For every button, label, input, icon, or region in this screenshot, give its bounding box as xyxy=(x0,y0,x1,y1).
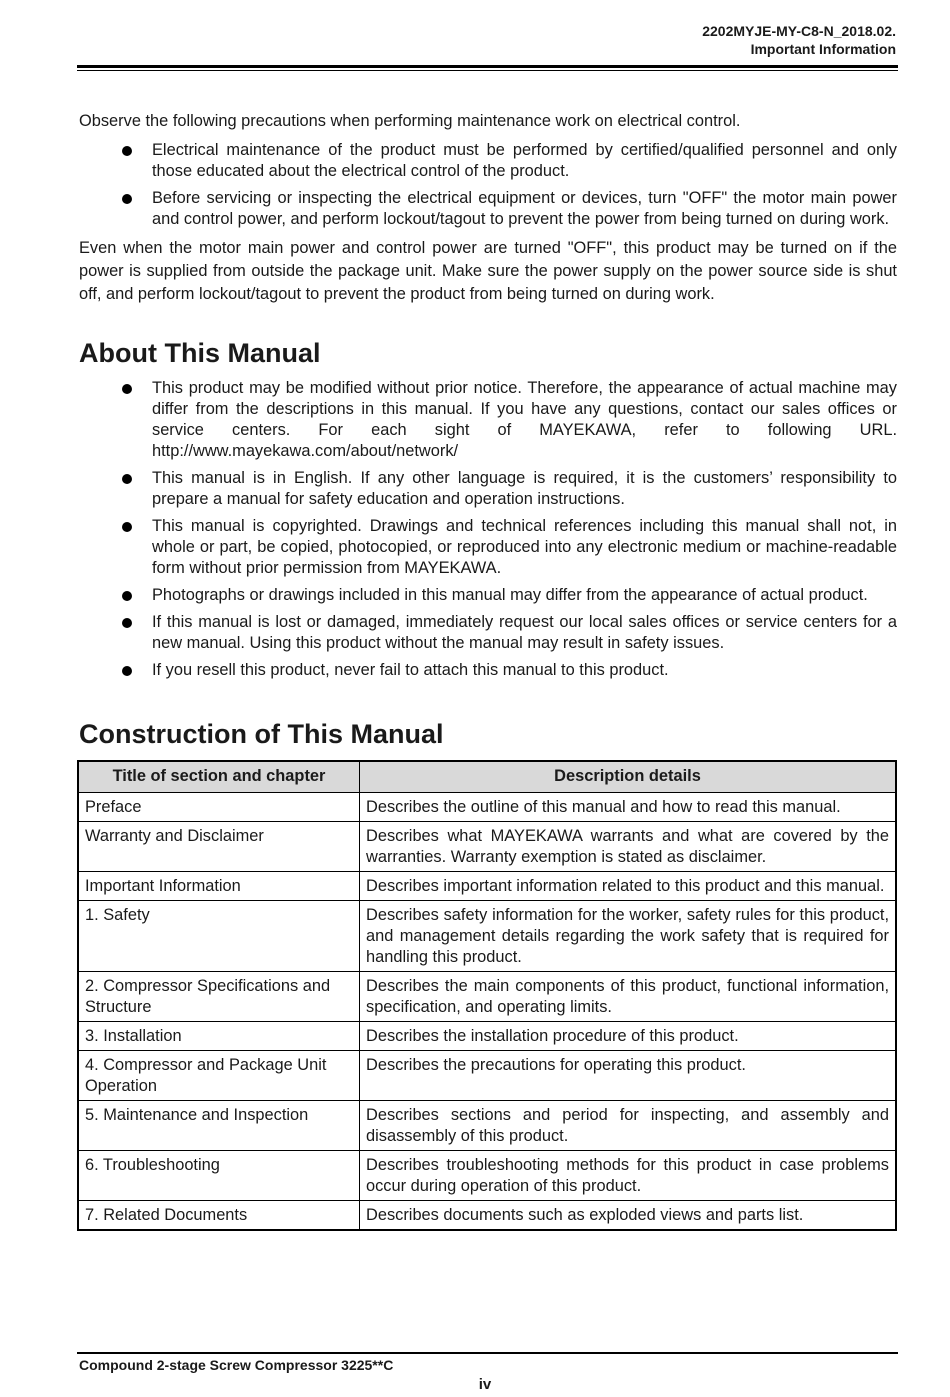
table-row xyxy=(78,1201,896,1231)
table-cell: Important Information xyxy=(78,872,360,901)
bullet-icon xyxy=(122,384,132,394)
bullet-icon xyxy=(122,194,132,204)
intro-closing: Even when the motor main power and control power are turned "OFF", this product may be turned on if the power is supplied from outside the package unit. Make sure the power supply on the power source side is shut off, and perform lockout/tagout to prevent the product from being turned on during work. xyxy=(79,239,897,303)
list-item: This manual is copyrighted. Drawings and technical references including this manual shall not, in whole or part, be copied, photocopied, or reproduced into any electronic medium or machine-readable form without prior permission from MAYEKAWA. xyxy=(79,516,897,579)
bullet-icon xyxy=(122,618,132,628)
footer-product: Compound 2-stage Screw Compressor 3225**C xyxy=(79,1357,394,1373)
bullet-icon xyxy=(122,522,132,532)
table-row xyxy=(78,901,896,972)
table-row xyxy=(78,793,896,822)
table-cell: Describes the main components of this product, functional information, specification, and operating limits. xyxy=(360,972,897,1022)
table-cell: Describes important information related to this product and this manual. xyxy=(360,872,897,901)
table-row xyxy=(78,1101,896,1151)
bullet-icon xyxy=(122,146,132,156)
header-rule xyxy=(77,65,898,68)
table-row xyxy=(78,872,896,901)
table-cell: 3. Installation xyxy=(78,1022,360,1051)
list-item: Electrical maintenance of the product must be performed by certified/qualified personnel and only those educated about the electrical control of the product. xyxy=(79,140,897,182)
table-cell: Describes troubleshooting methods for this product in case problems occur during operation of this product. xyxy=(360,1151,897,1201)
table-cell: 4. Compressor and Package Unit Operation xyxy=(78,1051,360,1101)
column-header: Title of section and chapter xyxy=(78,761,360,793)
table-cell: Describes the precautions for operating this product. xyxy=(360,1051,897,1101)
bullet-icon xyxy=(122,666,132,676)
table-cell: 1. Safety xyxy=(78,901,360,972)
table-row xyxy=(78,822,896,872)
list-item: If this manual is lost or damaged, immediately request our local sales offices or service centers for a new manual. Using this product without the manual may result in safety issues. xyxy=(79,612,897,654)
bullet-icon xyxy=(122,474,132,484)
list-item: Photographs or drawings included in this manual may differ from the appearance of actual product. xyxy=(79,585,897,606)
table-cell: 2. Compressor Specifications and Structure xyxy=(78,972,360,1022)
list-item: If you resell this product, never fail to attach this manual to this product. xyxy=(79,660,897,681)
page-header xyxy=(702,22,896,58)
table-row xyxy=(78,1151,896,1201)
table-row xyxy=(78,1051,896,1101)
table-cell: Warranty and Disclaimer xyxy=(78,822,360,872)
table-row xyxy=(78,972,896,1022)
list-item: This product may be modified without prior notice. Therefore, the appearance of actual machine may differ from the descriptions in this manual. If you have any questions, contact our sales offices or service centers. For each sight of MAYEKAWA, refer to following URL. http://www.mayekawa.com/about/network/ xyxy=(79,378,897,462)
about-bullets xyxy=(79,378,897,681)
table-header-row xyxy=(78,761,896,793)
construction-heading: Construction of This Manual xyxy=(79,719,444,749)
list-item: This manual is in English. If any other language is required, it is the customers’ responsibility to prepare a manual for safety education and operation instructions. xyxy=(79,468,897,510)
section-name: Important Information xyxy=(750,41,896,57)
footer-rule xyxy=(77,1352,898,1354)
table-row xyxy=(78,1022,896,1051)
header-rule-thin xyxy=(77,70,898,71)
intro-lead: Observe the following precautions when performing maintenance work on electrical control. xyxy=(79,112,741,130)
table-cell: Describes the outline of this manual and how to read this manual. xyxy=(360,793,897,822)
table-cell: Describes documents such as exploded views and parts list. xyxy=(360,1201,897,1231)
table-cell: 5. Maintenance and Inspection xyxy=(78,1101,360,1151)
page-content xyxy=(79,110,897,1231)
construction-table xyxy=(77,760,897,1231)
table-cell: Describes the installation procedure of this product. xyxy=(360,1022,897,1051)
doc-code: 2202MYJE-MY-C8-N_2018.02. xyxy=(702,23,896,39)
table-cell: Preface xyxy=(78,793,360,822)
table-cell: Describes safety information for the worker, safety rules for this product, and management details regarding the work safety that is required for handling this product. xyxy=(360,901,897,972)
list-item: Before servicing or inspecting the electrical equipment or devices, turn "OFF" the motor main power and control power, and perform lockout/tagout to prevent the power from being turned on during work. xyxy=(79,188,897,230)
intro-bullets xyxy=(79,140,897,230)
column-header: Description details xyxy=(360,761,897,793)
about-heading: About This Manual xyxy=(79,338,321,368)
table-cell: 6. Troubleshooting xyxy=(78,1151,360,1201)
table-cell: Describes sections and period for inspecting, and assembly and disassembly of this product. xyxy=(360,1101,897,1151)
bullet-icon xyxy=(122,591,132,601)
table-cell: 7. Related Documents xyxy=(78,1201,360,1231)
page-number: iv xyxy=(478,1376,492,1393)
table-cell: Describes what MAYEKAWA warrants and what are covered by the warranties. Warranty exemption is stated as disclaimer. xyxy=(360,822,897,872)
